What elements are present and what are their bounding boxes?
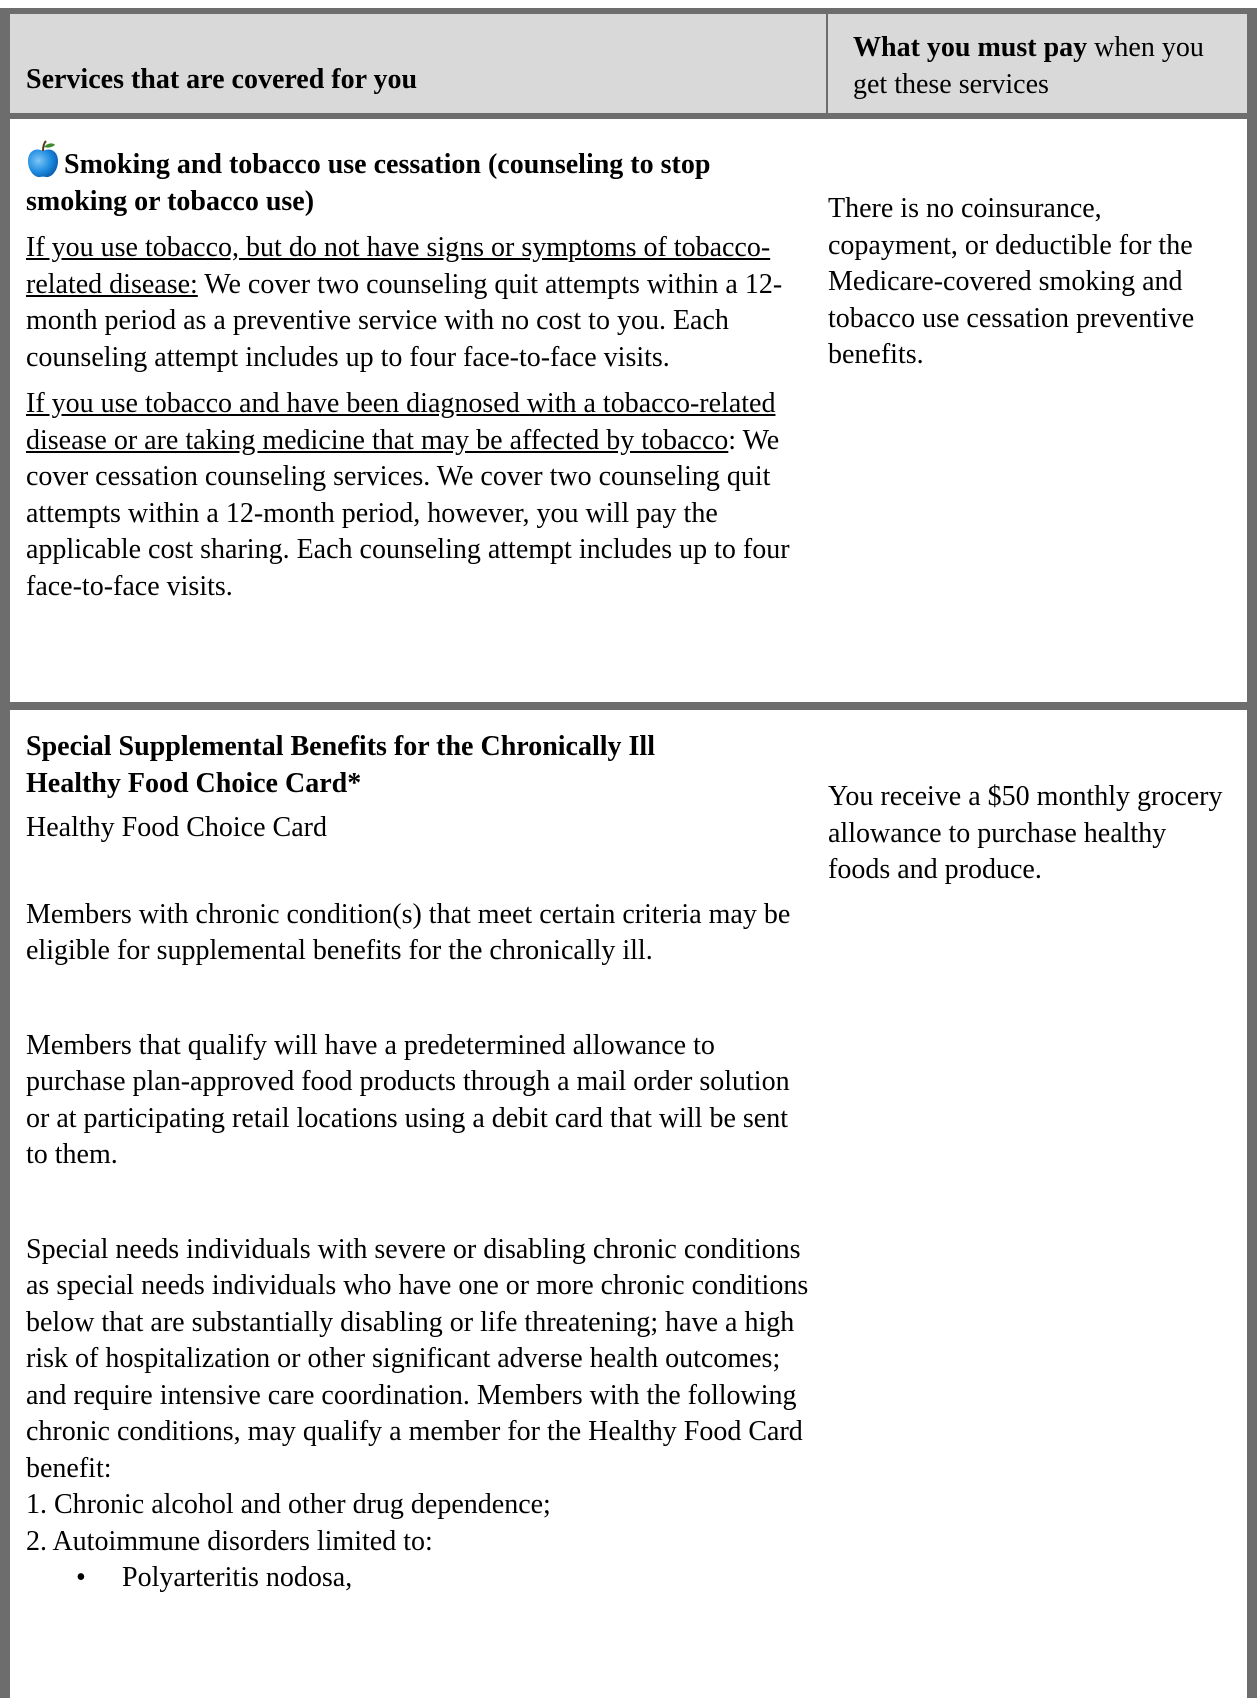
smoking-paragraph-2 xyxy=(26,386,816,605)
food-cost-cell xyxy=(828,779,1228,889)
bullet-icon: • xyxy=(76,1562,86,1593)
smoking-text-1: We cover two counseling quit attempts within a 12-month period as a preventive service with no cost to you. Each counseling attempt includes up to four face-to-face visits. xyxy=(26,268,783,373)
food-paragraph-3: Special needs individuals with severe or disabling chronic conditions as special needs individuals who have one or more chronic conditions below that are substantially disabling or life threatening; have a high risk of hospitalization or other significant adverse health outcomes; and require intensive care coordination. Members with the following chronic conditions, may qualify a member for the Healthy Food Card benefit: xyxy=(26,1233,809,1484)
list-item: 1. Chronic alcohol and other drug dependence; xyxy=(26,1489,551,1520)
smoking-condition-1: If you use tobacco, but do not have signs or symptoms of tobacco-related disease: xyxy=(26,232,771,300)
smoking-cost-cell xyxy=(828,191,1228,374)
list-item: 2. Autoimmune disorders limited to: xyxy=(26,1525,433,1557)
pay-column-header xyxy=(853,30,1233,103)
food-paragraph-2: Members that qualify will have a predetermined allowance to purchase plan-approved food products through a mail order solution or at participating retail locations using a debit card that will be sent to them. xyxy=(26,1029,790,1170)
smoking-text-2: : We cover cessation counseling services. We cover two counseling quit attempts within a 12-month period, however, you will pay the applicable cost sharing. Each counseling attempt includes up to four face-to-face visits. xyxy=(26,424,790,602)
smoking-cessation-row xyxy=(10,119,1247,710)
smoking-paragraph-1 xyxy=(26,230,816,376)
table-header xyxy=(10,14,1247,119)
services-column-header: Services that are covered for you xyxy=(26,64,418,95)
food-cost-text: You receive a $50 monthly grocery allowance to purchase healthy foods and produce. xyxy=(828,781,1223,885)
smoking-title-text: Smoking and tobacco use cessation (counseling to stop smoking or tobacco use) xyxy=(26,149,711,217)
food-title-line-1: Special Supplemental Benefits for the Chronically Ill xyxy=(26,731,655,762)
food-paragraph-1: Members with chronic condition(s) that meet certain criteria may be eligible for supplemental benefits for the chronically ill. xyxy=(26,898,791,966)
healthy-food-row xyxy=(10,711,1247,1701)
food-service-cell xyxy=(26,729,816,1597)
bullet-item xyxy=(26,1560,816,1597)
bullet-text: Polyarteritis nodosa, xyxy=(122,1562,353,1593)
smoking-condition-2: If you use tobacco and have been diagnosed with a tobacco-related disease or are taking medicine that may be affected by tobacco xyxy=(26,388,776,456)
smoking-cost-text: There is no coinsurance, copayment, or deductible for the Medicare-covered smoking and tobacco use cessation preventive benefits. xyxy=(828,193,1195,370)
column-divider xyxy=(826,14,828,119)
smoking-service-cell xyxy=(26,139,816,605)
pay-header-rest: when you get these services xyxy=(853,32,1204,100)
food-subtitle: Healthy Food Choice Card xyxy=(26,812,327,843)
pay-header-bold: What you must pay xyxy=(853,32,1088,63)
apple-icon xyxy=(26,139,60,179)
food-title-line-2: Healthy Food Choice Card* xyxy=(26,767,362,799)
smoking-title xyxy=(26,139,816,220)
benefits-table xyxy=(0,8,1257,1698)
